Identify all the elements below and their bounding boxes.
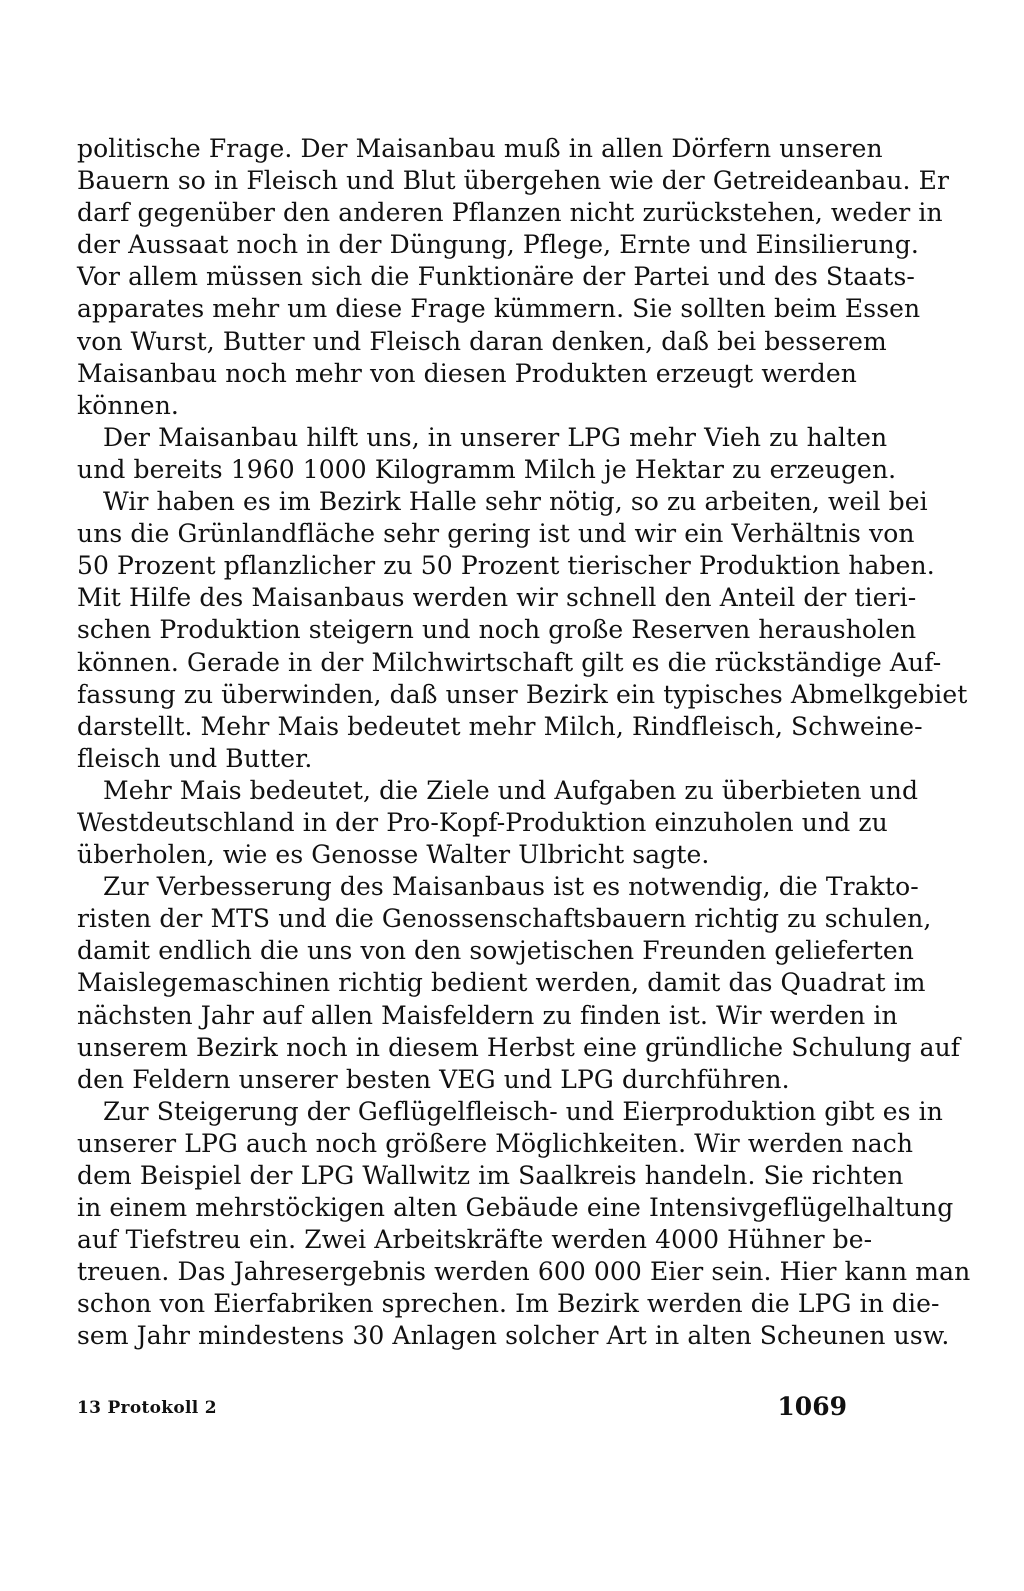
paragraph bbox=[77, 775, 919, 871]
text-line: den Feldern unserer besten VEG und LPG durchführen. bbox=[77, 1064, 790, 1094]
text-line: und bereits 1960 1000 Kilogramm Milch je Hektar zu erzeugen. bbox=[77, 454, 897, 484]
text-line: der Aussaat noch in der Düngung, Pflege, Ernte und Einsilierung. bbox=[77, 230, 919, 260]
text-line: von Wurst, Butter und Fleisch daran denken, daß bei besserem bbox=[77, 326, 887, 356]
text-line: treuen. Das Jahresergebnis werden 600 000 Eier sein. Hier kann man bbox=[77, 1257, 971, 1287]
text-line: Vor allem müssen sich die Funktionäre der Partei und des Staats- bbox=[77, 262, 915, 292]
text-line: Maisanbau noch mehr von diesen Produkten erzeugt werden bbox=[77, 358, 857, 388]
text-line: Bauern so in Fleisch und Blut übergehen wie der Getreideanbau. Er bbox=[77, 166, 950, 196]
printer-signature: 13 Protokoll 2 bbox=[77, 1398, 217, 1418]
text-line: können. Gerade in der Milchwirtschaft gilt es die rückständige Auf- bbox=[77, 647, 942, 677]
text-line: uns die Grünlandfläche sehr gering ist und wir ein Verhältnis von bbox=[77, 519, 915, 549]
text-line: nächsten Jahr auf allen Maisfeldern zu finden ist. Wir werden in bbox=[77, 1000, 898, 1030]
text-line: Maislegemaschinen richtig bedient werden, damit das Quadrat im bbox=[77, 968, 926, 998]
text-line: Wir haben es im Bezirk Halle sehr nötig, so zu arbeiten, weil bei bbox=[103, 487, 928, 517]
paragraph bbox=[77, 486, 968, 775]
paragraph bbox=[77, 1096, 971, 1353]
page-footer bbox=[77, 1392, 847, 1424]
text-line: damit endlich die uns von den sowjetischen Freunden gelieferten bbox=[77, 936, 914, 966]
paragraph bbox=[77, 133, 950, 422]
text-line: schen Produktion steigern und noch große Reserven herausholen bbox=[77, 615, 917, 645]
text-line: darstellt. Mehr Mais bedeutet mehr Milch, Rindfleisch, Schweine- bbox=[77, 711, 923, 741]
text-line: in einem mehrstöckigen alten Gebäude eine Intensivgeflügelhaltung bbox=[77, 1193, 954, 1223]
text-line: Zur Steigerung der Geflügelfleisch- und Eierproduktion gibt es in bbox=[103, 1096, 943, 1126]
text-line: apparates mehr um diese Frage kümmern. Sie sollten beim Essen bbox=[77, 294, 921, 324]
text-line: Mehr Mais bedeutet, die Ziele und Aufgaben zu überbieten und bbox=[103, 775, 919, 805]
text-line: überholen, wie es Genosse Walter Ulbricht sagte. bbox=[77, 840, 710, 870]
text-line: Westdeutschland in der Pro-Kopf-Produktion einzuholen und zu bbox=[77, 807, 888, 837]
text-line: sem Jahr mindestens 30 Anlagen solcher Art in alten Scheunen usw. bbox=[77, 1321, 950, 1351]
paragraph bbox=[77, 422, 897, 486]
text-line: können. bbox=[77, 390, 179, 420]
text-line: Zur Verbesserung des Maisanbaus ist es notwendig, die Trakto- bbox=[103, 872, 919, 902]
paragraph bbox=[77, 871, 961, 1096]
text-line: risten der MTS und die Genossenschaftsbauern richtig zu schulen, bbox=[77, 904, 932, 934]
text-line: darf gegenüber den anderen Pflanzen nicht zurückstehen, weder in bbox=[77, 198, 943, 228]
text-line: fleisch und Butter. bbox=[77, 743, 313, 773]
text-line: schon von Eierfabriken sprechen. Im Bezirk werden die LPG in die- bbox=[77, 1289, 940, 1319]
text-line: fassung zu überwinden, daß unser Bezirk ein typisches Abmelkgebiet bbox=[77, 679, 968, 709]
text-line: Mit Hilfe des Maisanbaus werden wir schnell den Anteil der tieri- bbox=[77, 583, 917, 613]
text-line: Der Maisanbau hilft uns, in unserer LPG mehr Vieh zu halten bbox=[103, 422, 888, 452]
text-line: politische Frage. Der Maisanbau muß in allen Dörfern unseren bbox=[77, 134, 883, 163]
text-line: unserer LPG auch noch größere Möglichkeiten. Wir werden nach bbox=[77, 1128, 914, 1158]
text-line: unserem Bezirk noch in diesem Herbst eine gründliche Schulung auf bbox=[77, 1032, 961, 1062]
text-line: auf Tiefstreu ein. Zwei Arbeitskräfte werden 4000 Hühner be- bbox=[77, 1225, 873, 1255]
body-text bbox=[77, 133, 971, 1353]
page-number: 1069 bbox=[777, 1392, 847, 1421]
text-line: 50 Prozent pflanzlicher zu 50 Prozent tierischer Produktion haben. bbox=[77, 551, 935, 581]
text-line: dem Beispiel der LPG Wallwitz im Saalkreis handeln. Sie richten bbox=[77, 1161, 904, 1190]
